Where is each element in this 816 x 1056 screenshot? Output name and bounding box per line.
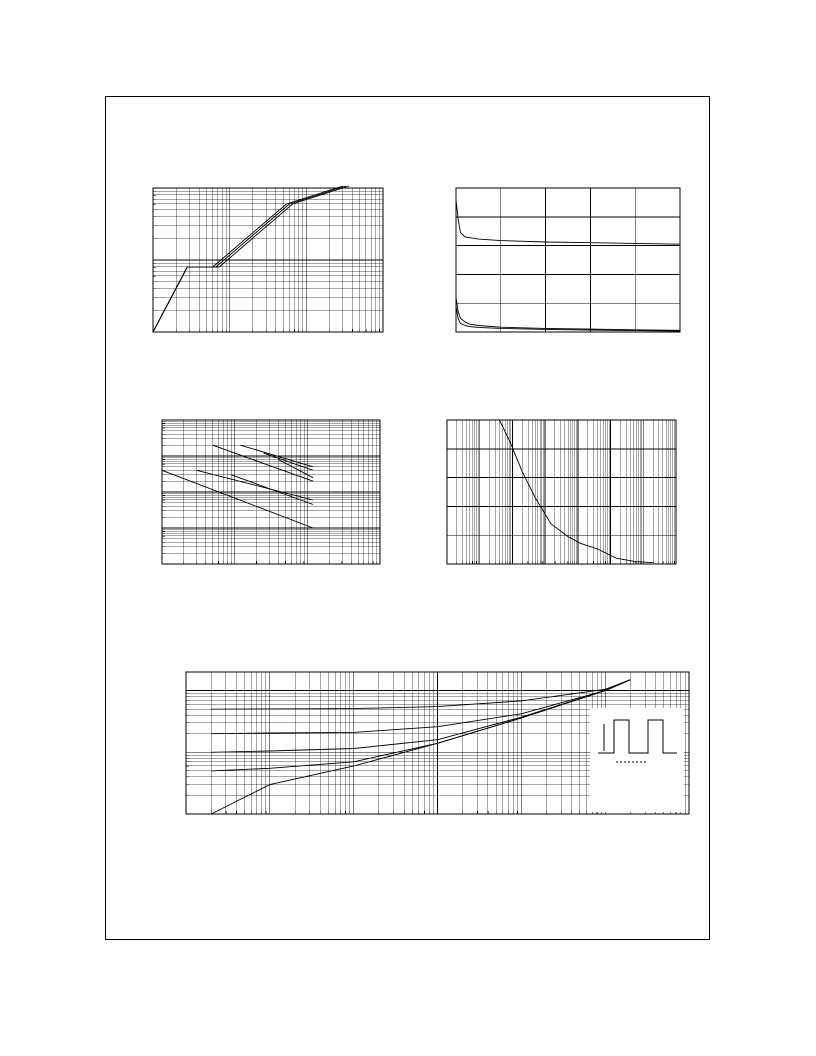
chart-1-grid — [153, 188, 383, 332]
chart-1 — [153, 188, 383, 332]
chart-4 — [447, 420, 676, 564]
chart-4-grid — [447, 420, 676, 564]
chart-2-series-2 — [456, 297, 680, 330]
chart-5 — [186, 672, 689, 814]
chart-3-series-5 — [162, 470, 313, 528]
chart-2-grid — [456, 188, 680, 332]
chart-3 — [162, 420, 380, 564]
chart-5-series — [211, 680, 630, 814]
chart-3-series-1 — [213, 445, 313, 481]
chart-2-border — [456, 188, 680, 332]
chart-1-series-1 — [153, 186, 343, 332]
chart-1-series — [153, 186, 349, 332]
pulse-waveform-icon — [590, 708, 684, 812]
chart-2 — [456, 188, 680, 332]
chart-1-series-3 — [153, 186, 349, 332]
chart-2-series-3 — [456, 306, 680, 331]
chart-1-series-2 — [153, 186, 346, 332]
chart-2-series — [456, 200, 680, 332]
chart-2-series-1 — [456, 200, 680, 245]
chart-3-grid — [162, 420, 380, 564]
chart-5-series-5 — [211, 680, 630, 710]
